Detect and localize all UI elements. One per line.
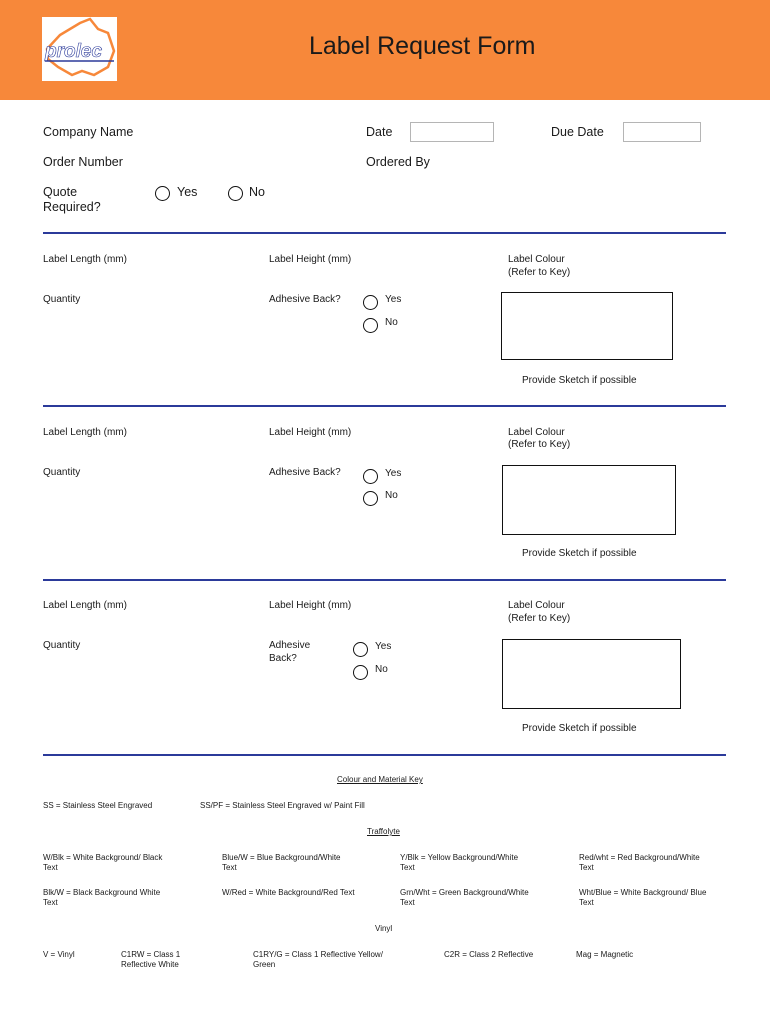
key-blkw-line2: Text [43,898,58,907]
due-date-label: Due Date [551,125,604,139]
s3-label-length: Label Length (mm) [43,600,127,611]
s3-adhesive-line2: Back? [269,653,297,664]
s1-label-length: Label Length (mm) [43,254,127,265]
key-wred: W/Red = White Background/Red Text [222,888,355,897]
divider-1 [43,232,726,234]
s1-adhesive-no-radio[interactable] [363,318,378,333]
key-mag: Mag = Magnetic [576,950,634,959]
logo-text: prolec [45,41,103,62]
quote-yes-radio[interactable] [155,186,170,201]
key-ss: SS = Stainless Steel Engraved [43,801,153,810]
s1-adhesive-yes-radio[interactable] [363,295,378,310]
s2-adhesive-yes-radio[interactable] [363,469,378,484]
s2-adhesive-back: Adhesive Back? [269,467,341,478]
s1-sketch-note: Provide Sketch if possible [522,375,637,386]
s3-quantity: Quantity [43,640,81,651]
s2-sketch-box[interactable] [502,465,676,535]
s3-adhesive-no-label: No [375,664,388,675]
ordered-by-label: Ordered By [366,155,430,169]
company-name-label: Company Name [43,125,134,139]
s3-label-colour-line2: (Refer to Key) [508,613,571,624]
s1-label-height: Label Height (mm) [269,254,352,265]
s2-adhesive-no-label: No [385,490,398,501]
key-whtblue-line1: Wht/Blue = White Background/ Blue [579,888,707,897]
key-grnwht-line2: Text [400,898,415,907]
s3-sketch-note: Provide Sketch if possible [522,723,637,734]
s1-adhesive-no-label: No [385,317,398,328]
s2-label-length: Label Length (mm) [43,427,127,438]
s1-label-colour-line2: (Refer to Key) [508,267,571,278]
quote-label-line2: Required? [43,200,101,214]
s3-adhesive-yes-label: Yes [375,641,392,652]
quote-no-label: No [249,185,265,199]
key-bluew-line1: Blue/W = Blue Background/White [222,853,341,862]
key-redwht-line1: Red/wht = Red Background/White [579,853,700,862]
s1-label-colour-line1: Label Colour [508,254,565,265]
key-c1rw-line2: Reflective White [121,960,179,969]
key-sspf: SS/PF = Stainless Steel Engraved w/ Paint Fill [200,801,365,810]
s3-adhesive-line1: Adhesive [269,640,311,651]
s3-label-height: Label Height (mm) [269,600,352,611]
s2-adhesive-no-radio[interactable] [363,491,378,506]
key-wblk-line1: W/Blk = White Background/ Black [43,853,163,862]
key-bluew-line2: Text [222,863,237,872]
quote-yes-label: Yes [177,185,198,199]
key-c1ryg-line2: Green [253,960,276,969]
key-blkw-line1: Blk/W = Black Background White [43,888,161,897]
key-c2r: C2R = Class 2 Reflective [444,950,534,959]
s2-sketch-note: Provide Sketch if possible [522,548,637,559]
s3-adhesive-yes-radio[interactable] [353,642,368,657]
s2-label-colour-line1: Label Colour [508,427,565,438]
date-input[interactable] [410,122,494,142]
quote-label-line1: Quote [43,185,78,199]
key-traffolyte-title: Traffolyte [367,827,400,836]
s2-quantity: Quantity [43,467,81,478]
s3-label-colour-line1: Label Colour [508,600,565,611]
s3-sketch-box[interactable] [502,639,681,709]
key-grnwht-line1: Grn/Wht = Green Background/White [400,888,529,897]
s2-label-height: Label Height (mm) [269,427,352,438]
date-label: Date [366,125,393,139]
divider-3 [43,579,726,581]
prolec-logo [42,17,117,81]
s2-adhesive-yes-label: Yes [385,468,402,479]
due-date-input[interactable] [623,122,701,142]
key-yblk-line2: Text [400,863,415,872]
key-vinyl-title: Vinyl [375,924,393,933]
s3-adhesive-no-radio[interactable] [353,665,368,680]
logo-graphic [42,17,117,81]
order-number-label: Order Number [43,155,123,169]
s1-adhesive-back: Adhesive Back? [269,294,341,305]
divider-2 [43,405,726,407]
key-whtblue-line2: Text [579,898,594,907]
page-title: Label Request Form [309,32,536,60]
divider-4 [43,754,726,756]
key-wblk-line2: Text [43,863,58,872]
s1-adhesive-yes-label: Yes [385,294,402,305]
s2-label-colour-line2: (Refer to Key) [508,439,571,450]
key-v: V = Vinyl [43,950,75,959]
key-yblk-line1: Y/Blk = Yellow Background/White [400,853,519,862]
s1-sketch-box[interactable] [501,292,673,360]
s1-quantity: Quantity [43,294,81,305]
key-redwht-line2: Text [579,863,594,872]
key-title: Colour and Material Key [337,775,423,784]
key-c1ryg-line1: C1RY/G = Class 1 Reflective Yellow/ [253,950,383,959]
key-c1rw-line1: C1RW = Class 1 [121,950,181,959]
quote-no-radio[interactable] [228,186,243,201]
